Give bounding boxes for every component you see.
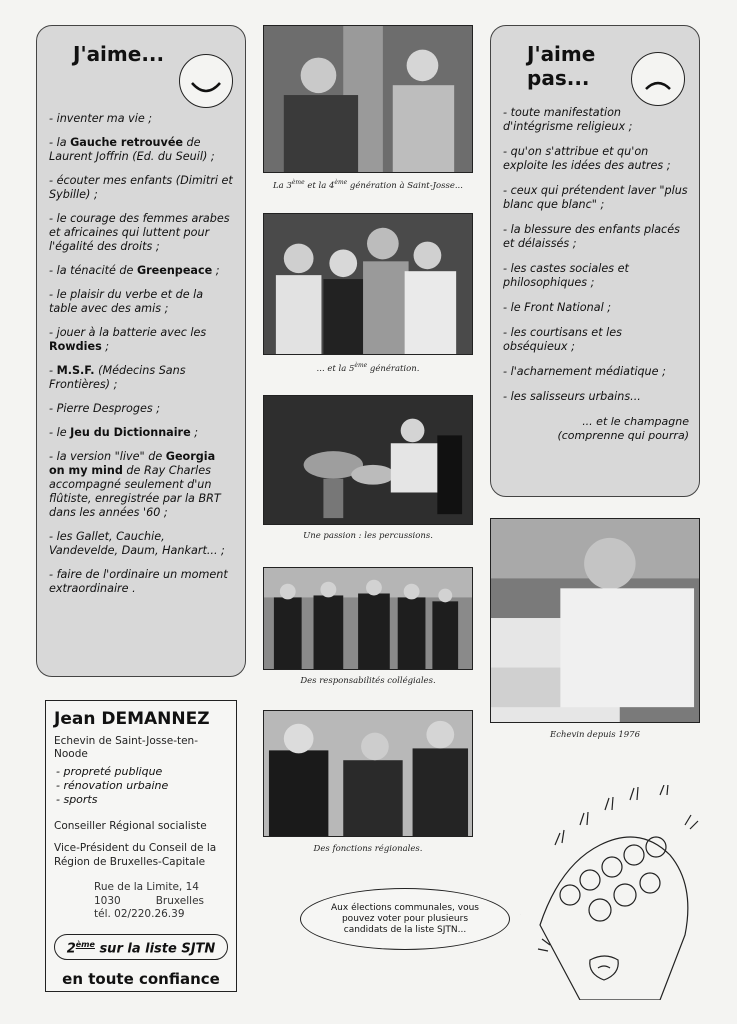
caption-photo5: Echevin depuis 1976 [550,730,640,740]
candidate-vp [54,841,228,869]
like-item-pre: - [49,364,57,377]
like-item [49,264,233,278]
like-item [49,426,233,440]
like-item-pre: - le plaisir du verbe et de la table avec des amis ; [49,288,204,315]
like-item-pre: - le courage des femmes arabes et africaines qui luttent pour l'égalité des droits ; [49,212,230,253]
dislike-item: - les courtisans et les obséquieux ; [503,326,622,353]
dislikes-title-line1: J'aime [527,42,596,66]
dislikes-title-line2: pas... [527,66,590,90]
like-item-pre: - la ténacité de [49,264,137,277]
like-item-pre: - faire de l'ordinaire un moment extraordinaire . [49,568,228,595]
photo-regional [263,710,473,837]
caption-photo3: Une passion : les percussions. [303,531,433,541]
closing-line1: ... et le champagne [582,415,689,428]
candidate-duty: - rénovation urbaine [56,779,169,792]
closing-line2: (comprenne qui pourra) [557,429,689,442]
list-position [54,934,228,960]
candidate-council: Conseiller Régional socialiste [54,820,207,832]
like-item-bold: Gauche retrouvée [70,136,183,149]
like-item [49,450,233,520]
candidate-name: Jean DEMANNEZ [54,709,210,729]
caption-photo2: ... et la 5ème génération. [316,362,420,374]
like-item-pre: - Pierre Desproges ; [49,402,160,415]
like-item [49,174,233,202]
dislike-item: - le Front National ; [503,301,611,314]
like-item-bold: Rowdies [49,340,102,353]
like-item [49,530,233,558]
list-rank-sup: ème [75,939,95,949]
like-item [49,568,233,596]
dislikes-list [503,106,689,404]
like-item-bold: Georgia on my mind [49,450,216,477]
dislike-item: - les castes sociales et philosophiques ; [503,262,629,289]
candidate-vp-line2: Région de Bruxelles-Capitale [54,856,206,868]
speech-bubble [300,888,510,950]
voters-cartoon-illustration [520,785,710,1000]
like-item [49,364,233,392]
caption-photo1: La 3ème et la 4ème génération à Saint-Josse... [273,179,463,191]
likes-list [49,112,233,596]
like-item-pre: - la version "live" de [49,450,166,463]
dislikes-panel [490,25,700,497]
photo-echevin [490,518,700,723]
like-item-pre: - la [49,136,71,149]
photo-collegial [263,567,473,670]
candidate-duty: - sports [56,793,98,806]
like-item-bold: Jeu du Dictionnaire [70,426,191,439]
like-item-pre: - les Gallet, Cauchie, Vandevelde, Daum, Hankart... ; [49,530,225,557]
candidate-role: Echevin de Saint-Josse-ten-Noode [54,735,199,760]
like-item-bold: M.S.F. [56,364,95,377]
caption-photo6: Des fonctions régionales. [313,844,423,854]
candidate-box [45,700,237,992]
caption-photo4: Des responsabilités collégiales. [300,676,436,686]
candidate-duties [56,765,228,807]
photo-fifth-generation [263,213,473,355]
candidate-duty: - propreté publique [56,765,163,778]
like-item [49,212,233,254]
smiley-face-icon [179,54,233,108]
like-item-pre: - le [49,426,71,439]
likes-panel [36,25,246,677]
dislike-item: - la blessure des enfants placés et délaissés ; [503,223,680,250]
like-item [49,112,233,126]
dislike-item: - les salisseurs urbains... [503,390,641,403]
address-street: Rue de la Limite, 14 [94,881,199,893]
dislike-item: - ceux qui prétendent laver "plus blanc que blanc" ; [503,184,688,211]
photo-percussions [263,395,473,525]
frowning-face-icon [631,52,685,106]
like-item [49,288,233,316]
like-item [49,136,233,164]
like-item-post: ; [101,340,110,353]
like-item-pre: - jouer à la batterie avec les [49,326,207,339]
candidate-vp-line1: Vice-Président du Conseil de la [54,842,217,854]
dislike-item: - toute manifestation d'intégrisme religieux ; [503,106,633,133]
dislikes-closing [503,415,689,443]
address-city: Bruxelles [155,894,204,907]
likes-title: J'aime... [73,42,165,66]
speech-text: Aux élections communales, vous pouvez voter pour plusieurs candidats de la liste SJTN... [331,902,479,935]
like-item-pre: - inventer ma vie ; [49,112,153,125]
address-phone: tél. 02/220.26.39 [94,908,185,920]
photo-generations [263,25,473,173]
like-item-post: de Laurent Joffrin (Ed. du Seuil) ; [49,136,215,163]
dislike-item: - l'acharnement médiatique ; [503,365,666,378]
like-item-pre: - écouter mes enfants (Dimitri et Sybille) ; [49,174,233,201]
like-item [49,326,233,354]
like-item-bold: Greenpeace [136,264,213,277]
like-item [49,402,233,416]
address-city-row [94,895,204,909]
list-text: sur la liste SJTN [94,940,216,956]
slogan: en toute confiance [62,969,220,988]
like-item-post: (Médecins Sans Frontières) ; [49,364,186,391]
list-rank: 2 [66,940,76,956]
candidate-address [94,881,228,922]
like-item-post: ; [212,264,220,277]
like-item-post: ; [190,426,198,439]
dislike-item: - qu'on s'attribue et qu'on exploite les idées des autres ; [503,145,671,172]
address-postcode: 1030 [94,894,121,907]
like-item-post: de Ray Charles accompagné seulement d'un flûtiste, enregistrée par la BRT dans les années '60 ; [49,464,221,519]
